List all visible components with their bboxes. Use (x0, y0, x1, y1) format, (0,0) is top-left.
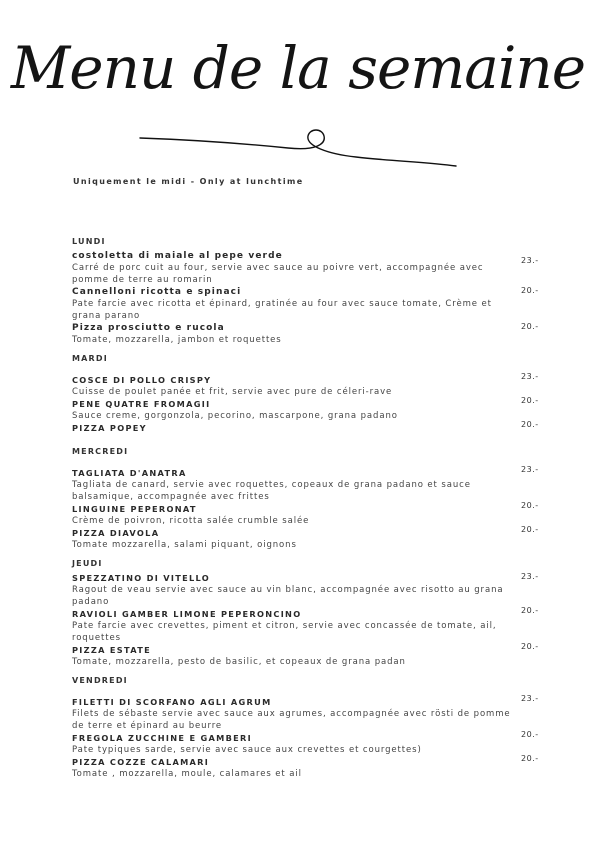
dish-price: 20.- (521, 501, 539, 510)
menu-item (72, 527, 552, 551)
dish-price: 20.- (521, 730, 539, 739)
menu-item (72, 572, 552, 608)
dish-price: 20.- (521, 396, 539, 405)
dish-name: PIZZA POPEY (72, 423, 147, 433)
menu-item (72, 503, 552, 527)
menu-item (72, 398, 552, 422)
dish-description: Pate farcie avec ricotta et épinard, gratinée au four avec sauce tomate, Crème et grana parano (72, 299, 492, 321)
dish-description: Tomate, mozzarella, jambon et roquettes (72, 335, 282, 345)
dish-name: PIZZA ESTATE (72, 645, 152, 655)
dish-name: FREGOLA ZUCCHINE E GAMBERI (72, 733, 253, 743)
menu-item (72, 756, 552, 780)
dish-description: Pate typiques sarde, servie avec sauce aux crevettes et courgettes) (72, 745, 422, 755)
dish-description: Tagliata de canard, servie avec roquettes, copeaux de grana padano et sauce balsamique, accompagnée avec frittes (72, 480, 471, 502)
dish-price: 23.- (521, 256, 539, 265)
dish-price: 20.- (521, 525, 539, 534)
weekly-menu (72, 236, 552, 780)
dish-description: Tomate , mozzarella, moule, calamares et ail (72, 769, 302, 779)
dish-name: SPEZZATINO DI VITELLO (72, 573, 211, 583)
menu-item (72, 250, 552, 286)
dish-name: PIZZA DIAVOLA (72, 528, 160, 538)
dish-name: Cannelloni ricotta e spinaci (72, 287, 242, 297)
dish-price: 20.- (521, 642, 539, 651)
menu-item (72, 322, 552, 346)
menu-item (72, 467, 552, 503)
subtitle: Uniquement le midi - Only at lunchtime (73, 177, 304, 186)
day-heading: MARDI (72, 354, 108, 363)
dish-price: 20.- (521, 754, 539, 763)
day-section-mardi (72, 353, 552, 434)
dish-price: 23.- (521, 694, 539, 703)
dish-name: TAGLIATA D'ANATRA (72, 468, 187, 478)
menu-item (72, 644, 552, 668)
dish-name: COSCE DI POLLO CRISPY (72, 375, 212, 385)
page-title: Menu de la semaine (10, 34, 586, 102)
day-section-jeudi (72, 558, 552, 668)
dish-price: 23.- (521, 572, 539, 581)
dish-price: 23.- (521, 372, 539, 381)
dish-description: Tomate, mozzarella, pesto de basilic, et copeaux de grana padan (72, 657, 406, 667)
dish-name: Pizza prosciutto e rucola (72, 323, 225, 333)
dish-description: Filets de sébaste servie avec sauce aux agrumes, accompagnée avec rösti de pomme de terre et épinard au beurre (72, 709, 511, 731)
day-heading: JEUDI (72, 559, 103, 568)
dish-description: Cuisse de poulet panée et frit, servie avec pure de céleri-rave (72, 387, 393, 397)
dish-price: 20.- (521, 322, 539, 331)
menu-item (72, 696, 552, 732)
dish-price: 20.- (521, 606, 539, 615)
dish-name: FILETTI DI SCORFANO AGLI AGRUM (72, 697, 272, 707)
day-section-vendredi (72, 675, 552, 780)
menu-item (72, 286, 552, 322)
day-section-mercredi (72, 446, 552, 551)
day-heading: VENDREDI (72, 676, 128, 685)
dish-description: Tomate mozzarella, salami piquant, oignons (72, 540, 297, 550)
day-section-lundi (72, 236, 552, 346)
dish-name: LINGUINE PEPERONAT (72, 504, 197, 514)
dish-name: costoletta di maiale al pepe verde (72, 251, 283, 261)
day-heading: MERCREDI (72, 447, 129, 456)
dish-name: RAVIOLI GAMBER LIMONE PEPERONCINO (72, 609, 302, 619)
menu-item (72, 374, 552, 398)
dish-description: Pate farcie avec crevettes, piment et citron, servie avec concassée de tomate, ail, roquettes (72, 621, 497, 643)
day-heading: LUNDI (72, 237, 106, 246)
menu-item (72, 608, 552, 644)
dish-description: Crème de poivron, ricotta salée crumble salée (72, 516, 310, 526)
menu-item (72, 422, 552, 434)
dish-description: Carré de porc cuit au four, servie avec sauce au poivre vert, accompagnée avec pomme de terre au romarin (72, 263, 484, 285)
dish-name: PENE QUATRE FROMAGII (72, 399, 211, 409)
flourish-ornament (138, 124, 458, 168)
menu-item (72, 732, 552, 756)
dish-description: Sauce creme, gorgonzola, pecorino, mascarpone, grana padano (72, 411, 398, 421)
dish-price: 20.- (521, 420, 539, 429)
dish-name: PIZZA COZZE CALAMARI (72, 757, 210, 767)
dish-price: 20.- (521, 286, 539, 295)
dish-price: 23.- (521, 465, 539, 474)
dish-description: Ragout de veau servie avec sauce au vin blanc, accompagnée avec risotto au grana padano (72, 585, 504, 607)
